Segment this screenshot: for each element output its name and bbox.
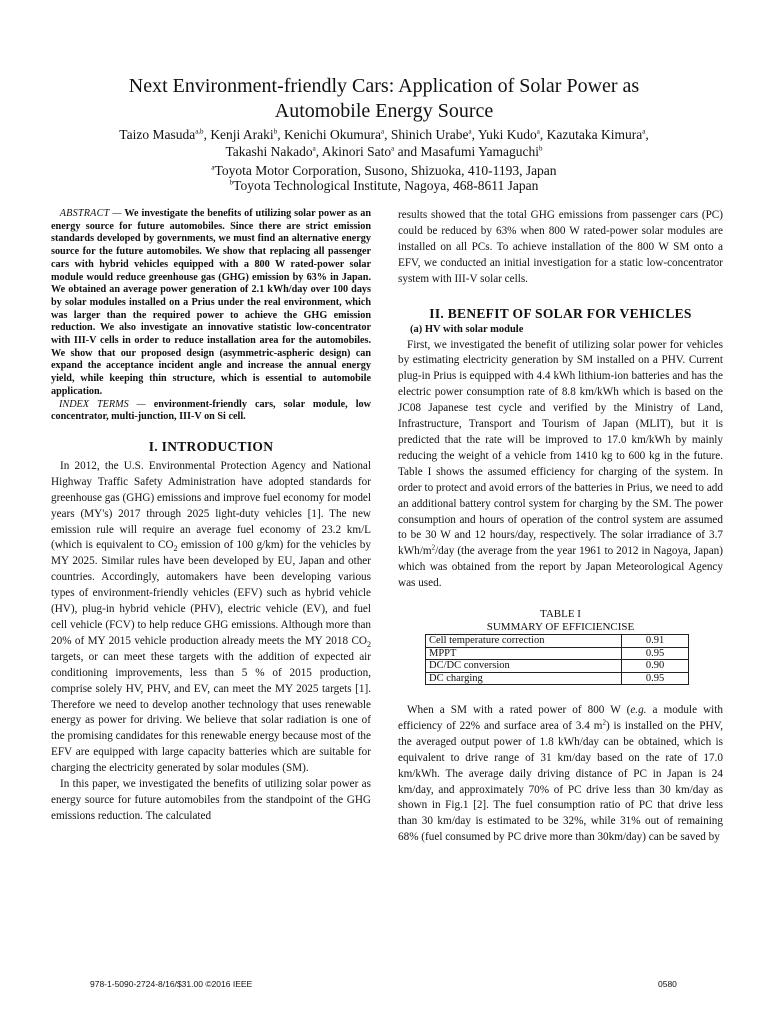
author: Akinori Sato — [321, 144, 392, 159]
right-paragraph-1: results showed that the total GHG emissions from passenger cars (PC) could be reduced by 63% when 800 W rated-power solar modules are installed on all PCs. To achieve installation of the 800 W SM onto a EFV, we conducted an initial investigation for a static low-concentrator system with III-V solar cells. — [398, 209, 723, 285]
table-row — [426, 660, 689, 673]
table-row — [426, 647, 689, 660]
section-heading-benefit: II. BENEFIT OF SOLAR FOR VEHICLES — [429, 305, 692, 321]
intro-p1-part-b: emission of 100 g/km) for the vehicles by MY 2025. Similar rules have been developed by EU, Japan and other countries. Accordingly, automakers have been developing various types of environment-friendly vehicles (EFV) such as hybrid vehicle (HV), plug-in hybrid vehicle (PHV), electric vehicle (EV), and fuel cell vehicle (FCV) to help reduce GHG emissions. Although more than 20% of MY 2015 vehicle production already meets the MY 2018 CO — [51, 539, 371, 647]
m2-superscript: 2 — [602, 718, 606, 727]
author-separator: , — [539, 127, 547, 142]
efficiency-table — [425, 634, 689, 685]
author: Kenichi Okumura — [283, 127, 382, 142]
affiliation — [60, 178, 708, 193]
author: Masafumi Yamaguchi — [420, 144, 539, 159]
right-p3-eg: e.g. — [630, 704, 647, 717]
intro-paragraph-2: In this paper, we investigated the benefits of utilizing solar power as energy source for future automobiles from the standpoint of the GHG emissions reduction. The calculated — [51, 778, 371, 822]
table-cell-value: 0.95 — [622, 672, 689, 685]
affiliation-text: Toyota Technological Institute, Nagoya, 468-8611 Japan — [233, 178, 539, 193]
footer-copyright: 978-1-5090-2724-8/16/$31.00 ©2016 IEEE — [90, 979, 253, 989]
co2-subscript: 2 — [367, 640, 371, 650]
paper-title — [60, 74, 708, 124]
authors-line-1 — [60, 126, 708, 143]
author-affil-mark: a — [381, 127, 385, 136]
right-p3-part-b: a module with efficiency of 22% and surface area of 3.4 m — [398, 704, 723, 732]
author-separator: , — [203, 127, 211, 142]
table-row — [426, 672, 689, 685]
author-affil-mark: b — [273, 127, 278, 136]
author-separator: , — [471, 127, 478, 142]
right-p3-part-c: ) is installed on the PHV, the averaged output power of 1.8 kWh/day can be obtained, which is equivalent to drive range of 31 km/day based on the rate of 17.0 km/kWh. The average daily driving distance of PC in Japan is 24 km/day, and approximately 70% of PC drive less than 30 km/day as shown in Fig.1 [2]. The fuel consumption ratio of PC that drive less than 30 km/day is estimated to be 32%, while 31% out of remaining 68% (fuel consumed by PC drive more than 30km/day) can be saved by — [398, 719, 724, 844]
right-paragraph-3 — [398, 703, 723, 846]
table-cell-label: DC/DC conversion — [426, 660, 622, 673]
m2-superscript: 2 — [431, 543, 436, 552]
affiliation — [60, 163, 708, 178]
right-p2-part-b: /day (the average from the year 1961 to 2012 in Nagoya, Japan) which was obtained from the report by Japan Meteorological Agency was used. — [398, 545, 723, 590]
index-terms-text: environment-friendly cars, solar module, low concentrator, multi-junction, III-V on Si cell. — [51, 398, 371, 423]
co2-subscript: 2 — [173, 544, 178, 554]
author: Shinich Urabe — [390, 127, 469, 142]
author-separator: , — [315, 144, 322, 159]
author-affil-mark: a,b — [195, 127, 204, 136]
author-list — [60, 126, 708, 160]
intro-paragraph-1 — [51, 459, 371, 777]
intro-p1-part-a: In 2012, the U.S. Environmental Protection Agency and National Highway Traffic Safety Administration have adopted standards for greenhouse gas (GHG) emissions and improve fuel economy for model years (MY's) 2017 through 2025 light-duty vehicles [1]. The new emission rule will require an average fuel economy of 23.2 km/L (which is equivalent to CO — [51, 459, 371, 552]
index-terms-label: INDEX TERMS — — [59, 398, 146, 410]
author-separator: , — [277, 127, 284, 142]
index-terms — [51, 399, 371, 424]
abstract-text: We investigate the benefits of utilizing solar power as an energy source for future automobiles. Since there are strict emission standards developed by governments, we must find an alternative energy source for the future automobiles. We show that replacing all passenger cars with hybrid vehicles equipped with a 800 W rated-power solar module would reduce greenhouse gas (GHG) emission by 63% in Japan. We obtained an average power generation of 2.1 kWh/day over 100 days by solar modules installed on a Prius under the real environment, which was larger than the required power to achieve the GHG emission reduction. We also investigate an innovative statistic low-concentrator with III-V cells in order to reduce installation area for the automobiles. We show that our proposed design (asymmetric-aspheric design) can expand the acceptance incident angle and increase the annual energy yield, while keeping thin structure, which is essential to automobile application. — [51, 208, 371, 397]
title-line-2: Automobile Energy Source — [274, 100, 494, 122]
author-affil-mark: a — [642, 127, 646, 136]
title-line-1: Next Environment-friendly Cars: Application of Solar Power as — [128, 75, 640, 97]
affiliations — [60, 163, 708, 193]
author-affil-mark: a — [391, 144, 395, 153]
author-separator: and — [394, 144, 421, 159]
footer-page-number: 0580 — [658, 979, 677, 989]
affiliation-mark: a — [211, 163, 215, 172]
author: Kenji Araki — [210, 127, 274, 142]
author-affil-mark: a — [468, 127, 472, 136]
table-cell-value: 0.95 — [622, 647, 689, 660]
affiliation-text: Toyota Motor Corporation, Susono, Shizuoka, 410-1193, Japan — [214, 163, 557, 178]
left-column — [51, 208, 371, 825]
abstract — [51, 208, 371, 399]
author: Taizo Masuda — [119, 127, 196, 142]
table-caption-title: SUMMARY OF EFFICIENCISE — [486, 621, 635, 634]
table-cell-value: 0.90 — [622, 660, 689, 673]
table-row — [426, 635, 689, 648]
table-caption-number: TABLE I — [540, 608, 581, 621]
subsection-heading-a: (a) HV with solar module — [410, 323, 524, 335]
right-p3-part-a: When a SM with a rated power of 800 W ( — [407, 704, 631, 717]
author: Takashi Nakado — [225, 144, 313, 159]
table-cell-label: DC charging — [426, 672, 622, 685]
abstract-label: ABSTRACT — — [59, 208, 122, 219]
section-heading-introduction: I. INTRODUCTION — [148, 438, 274, 454]
author-separator: , — [645, 127, 649, 142]
right-p2-part-a: First, we investigated the benefit of utilizing solar power for vehicles by estimating electricity generation by SM installed on a PHV. Current plug-in Prius is equipped with 4.4 kWh lithium-ion batteries and has the electric power consumption rate of 8.8 km/kWh which is based on the JC08 Japanese test cycle and verified by the Ministry of Land, Infrastructure, Transport and Tourism of Japan (MLIT), but it is predicted that the rate will be improved to 17.0 km/kWh by mainly reducing the weight of a vehicle from 1410 kg to 600 kg in the future. Table I shows the assumed efficiency for charging of the system. In order to protect and avoid errors of the batteries in Prius, we need to add an additional battery control system for charging by the SM. The power consumption and hours of operation of the control system are assumed to be 30 W and 12 hours/day, respectively. The solar irradiance of 3.7 kWh/m — [398, 338, 723, 558]
author-affil-mark: b — [539, 144, 543, 153]
affiliation-mark: b — [229, 178, 234, 187]
right-paragraph-2 — [398, 338, 723, 593]
author-affil-mark: a — [312, 144, 316, 153]
author: Yuki Kudo — [477, 127, 537, 142]
author: Kazutaka Kimura — [546, 127, 643, 142]
table-cell-label: MPPT — [426, 647, 622, 660]
author-affil-mark: a — [536, 127, 540, 136]
authors-line-2 — [60, 143, 708, 160]
right-column — [398, 208, 723, 846]
author-separator: , — [384, 127, 391, 142]
table-cell-label: Cell temperature correction — [426, 635, 622, 648]
intro-p1-part-c: targets, or can meet these targets with the addition of expected air conditioning improvements, less than 5 % of 2015 production, comprise solely HV, PHV, and EV, can meet the MY 2025 targets [1]. Therefore we need to develop another technology that uses renewable energy as power for driving. We believe that solar radiation is one of the promising candidates for this renewable energy because most of the EFV are equipped with large capacity batteries which are suitable for charging the electricity generated by solar modules (SM). — [51, 650, 371, 775]
table-cell-value: 0.91 — [622, 635, 689, 648]
